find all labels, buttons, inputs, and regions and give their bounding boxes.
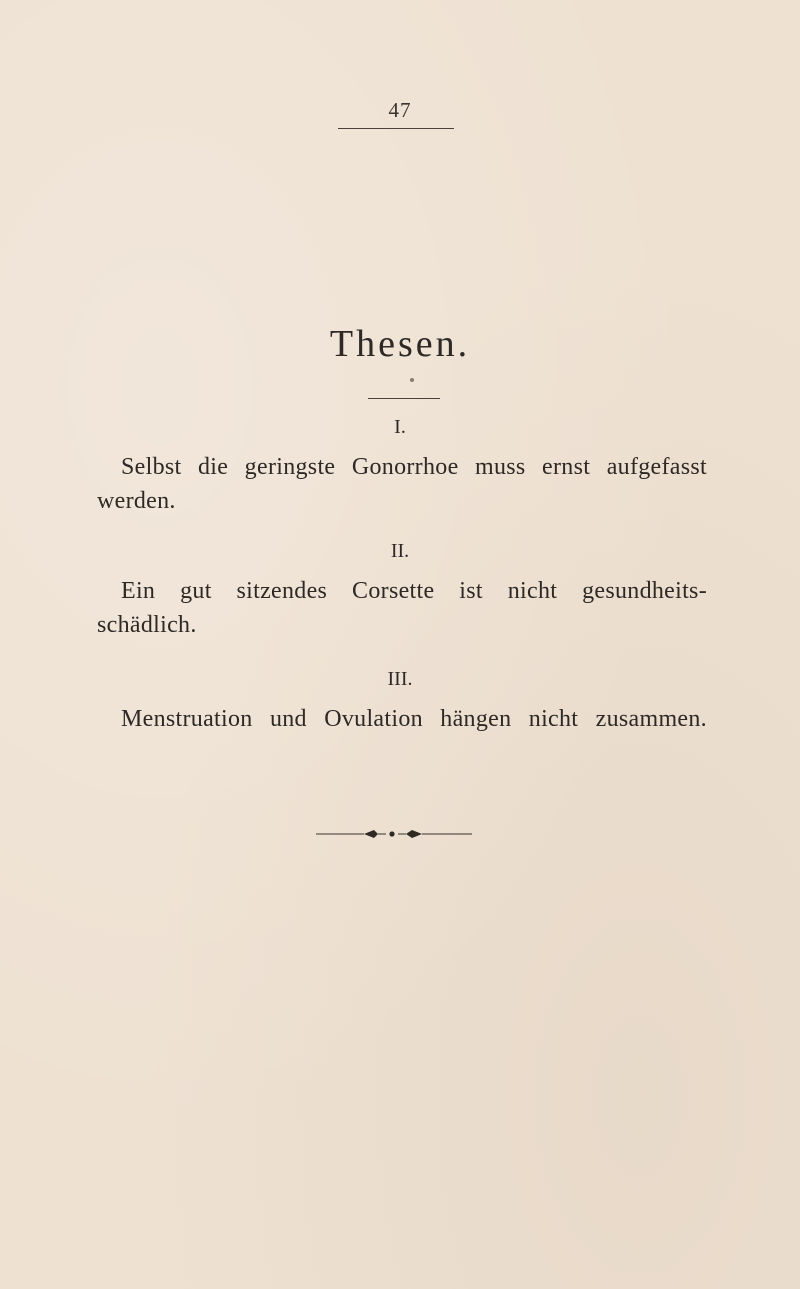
title-dot-mark — [410, 378, 414, 382]
thesis-3 — [97, 702, 707, 736]
thesis-numeral-2: II. — [390, 540, 410, 562]
thesis-2-line-1: Ein gut sitzendes Corsette ist nicht gesundheits- — [121, 578, 707, 604]
page-number: 47 — [388, 98, 412, 122]
thesis-1-line-2: werden. — [97, 488, 176, 514]
thesis-1-line-1: Selbst die geringste Gonorrhoe muss ernst aufgefasst — [121, 454, 707, 480]
title-rule — [368, 398, 440, 399]
thesis-3-line-1: Menstruation und Ovulation hängen nicht zusammen. — [121, 706, 707, 732]
thesis-numeral-3: III. — [387, 668, 413, 690]
thesis-1 — [97, 450, 707, 518]
thesis-2-line-2: schädlich. — [97, 612, 197, 638]
page-title: Thesen. — [329, 323, 471, 365]
thesis-2 — [97, 574, 707, 642]
tailpiece-ornament-icon — [316, 828, 472, 840]
header-rule — [338, 128, 454, 129]
thesis-numeral-1: I. — [394, 416, 406, 438]
